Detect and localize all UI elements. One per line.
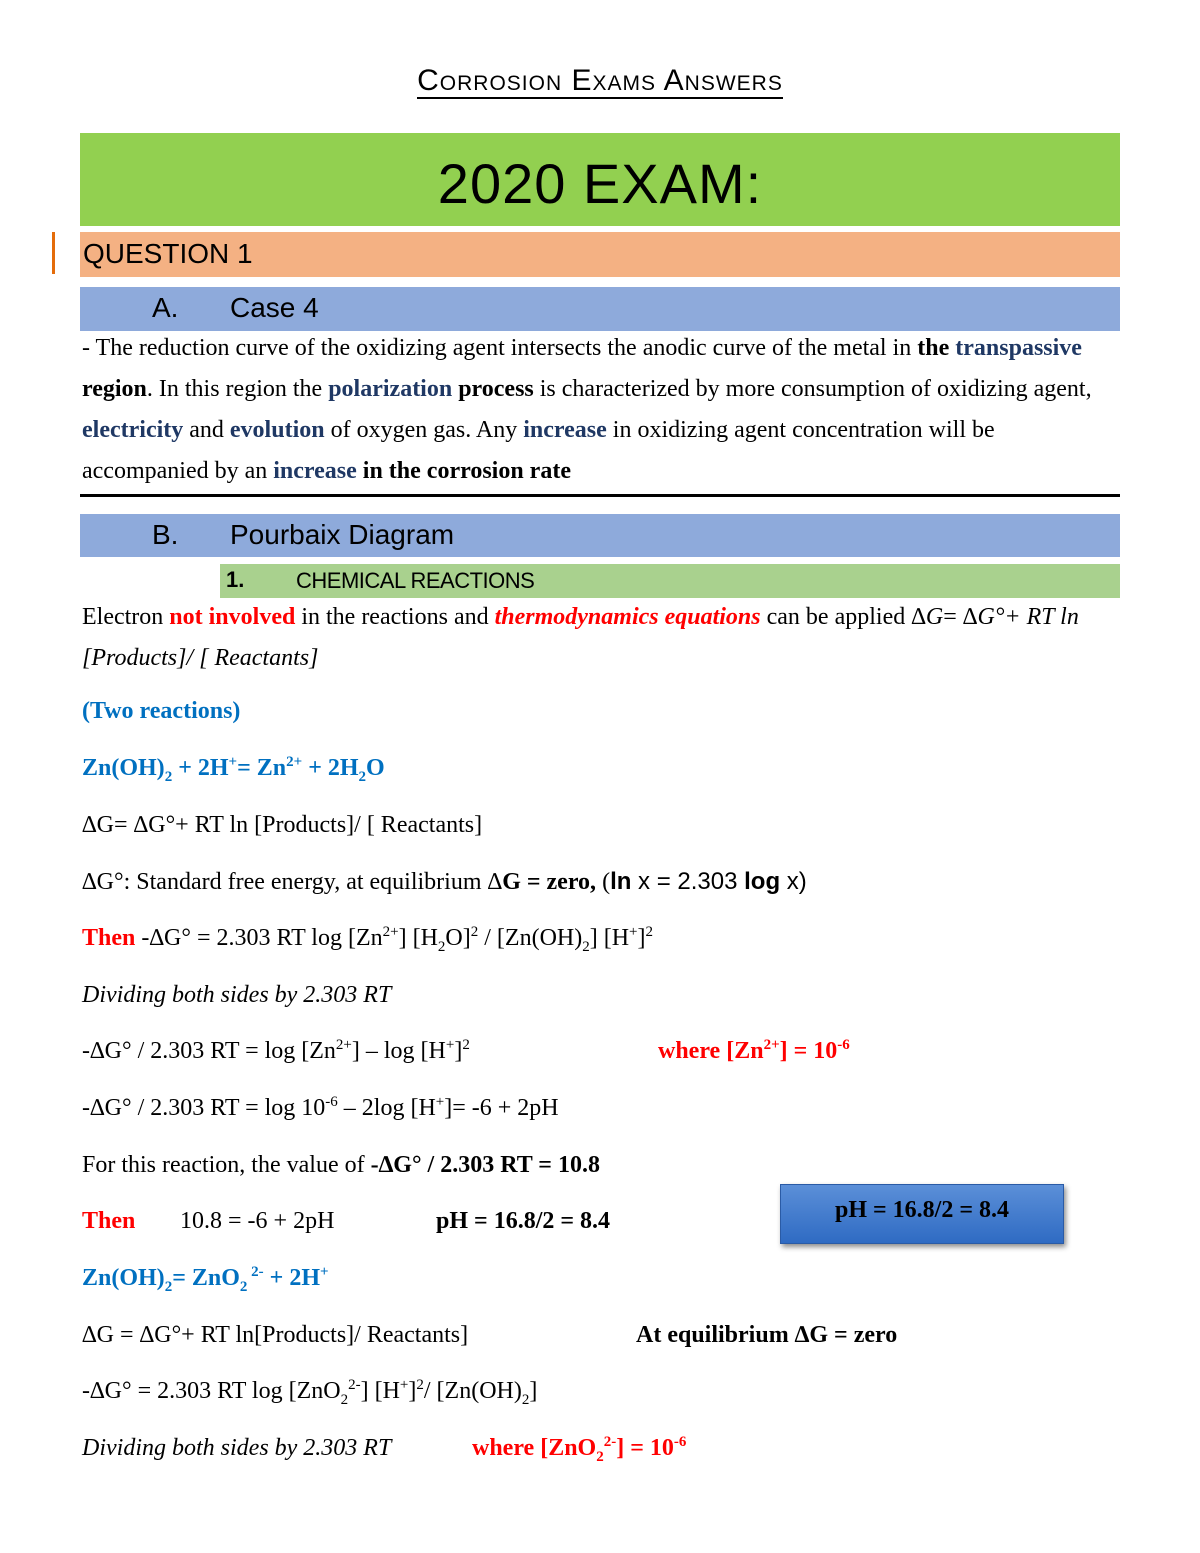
section-b-band	[80, 514, 1120, 557]
text-cursor-marker	[52, 232, 55, 274]
section-a-title: Case 4	[230, 292, 319, 323]
where-zno2-concentration: where $[ZnO_2^{2-}] = 10^{-6}$	[472, 1434, 687, 1465]
ph-result-box	[780, 1184, 1064, 1244]
log-equation-2: -∆G° / 2.303 RT = $\log 10^{-6} - 2\log$ [H+]= -6 + 2pH	[82, 1094, 559, 1121]
question-heading: QUESTION 1	[83, 238, 253, 269]
dividing-note-1: Dividing both sides by 2.303 RT	[82, 982, 392, 1008]
then-equation-1: Then -∆G° = 2.303 RT $\log [Zn^{2+}]$ $[H_2O]^2 / [Zn(OH)_2]$ $[H^+]^2$	[82, 924, 654, 955]
ph-result: pH = 16.8/2 = 8.4	[436, 1208, 611, 1234]
reaction-2: $Zn(OH)_2= ZnO_2$ $^{2-}$ + 2H+	[82, 1264, 329, 1295]
document-title: Corrosion Exams Answers	[417, 64, 783, 97]
intro-paragraph: Electron not involved in the reactions and thermodynamics equations can be applied ∆G= ∆G°+ RT ln [Products]/ [ Reactants]	[82, 604, 1079, 671]
free-energy-equation: ∆G= ∆G°+ RT ln [Products]/ [ Reactants]	[82, 812, 483, 838]
two-reactions-label: (Two reactions)	[82, 698, 241, 724]
ph-result-box-text: pH = 16.8/2 = 8.4	[834, 1197, 1010, 1223]
exam-heading-band	[80, 133, 1120, 226]
horizontal-rule	[80, 494, 1120, 497]
log-equation-3: -∆G° = 2.303 RT log [ZnO$_2^{2-}$] $[H^+]^2/$ $[Zn(OH)_2]$	[82, 1377, 538, 1408]
standard-free-energy-line: ∆G°: Standard free energy, at equilibrium ∆G = zero, (ln x = 2.303 log x)	[82, 868, 807, 895]
where-zn-concentration: where $[Zn^{2+}] = 10^{-6}$	[658, 1037, 850, 1064]
question-heading-band	[80, 232, 1120, 277]
log-equation-1: -∆G° / 2.303 RT = $\log [Zn^{2+}]$ – $\log [H^+]^2$	[82, 1037, 470, 1064]
section-a-band	[80, 287, 1120, 331]
free-energy-equation-2: ∆G = ∆G°+ RT ln[Products]/ Reactants]	[82, 1322, 469, 1348]
section-a-letter: A.	[152, 292, 179, 323]
section-b-title: Pourbaix Diagram	[230, 519, 455, 550]
exam-heading: 2020 EXAM:	[437, 152, 763, 215]
subsection-title: CHEMICAL REACTIONS	[296, 568, 535, 593]
section-b-letter: B.	[152, 519, 179, 550]
subsection-number: 1.	[226, 567, 245, 592]
subsection-band	[220, 564, 1120, 598]
equilibrium-note: At equilibrium ∆G = zero	[636, 1322, 898, 1348]
then-equation-2: Then	[82, 1208, 136, 1234]
reaction-1: $Zn(OH)_2 + 2H^+= Zn^{2+} + 2H_2O$	[82, 754, 385, 785]
reaction-value-line: For this reaction, the value of -∆G° / 2.303 RT = 10.8	[82, 1152, 600, 1178]
dividing-note-2: Dividing both sides by 2.303 RT	[82, 1435, 392, 1461]
ph-equation: 10.8 = -6 + 2pH	[180, 1208, 335, 1234]
case4-paragraph: - The reduction curve of the oxidizing agent intersects the anodic curve of the metal in the transpassive region. In this region the polarization process is characterized by more consumption of oxidizing agent, electricity and evolution of oxygen gas. Any increase in oxidizing agent concentration will be accompanied by an increase in the corrosion rate	[82, 335, 1092, 484]
